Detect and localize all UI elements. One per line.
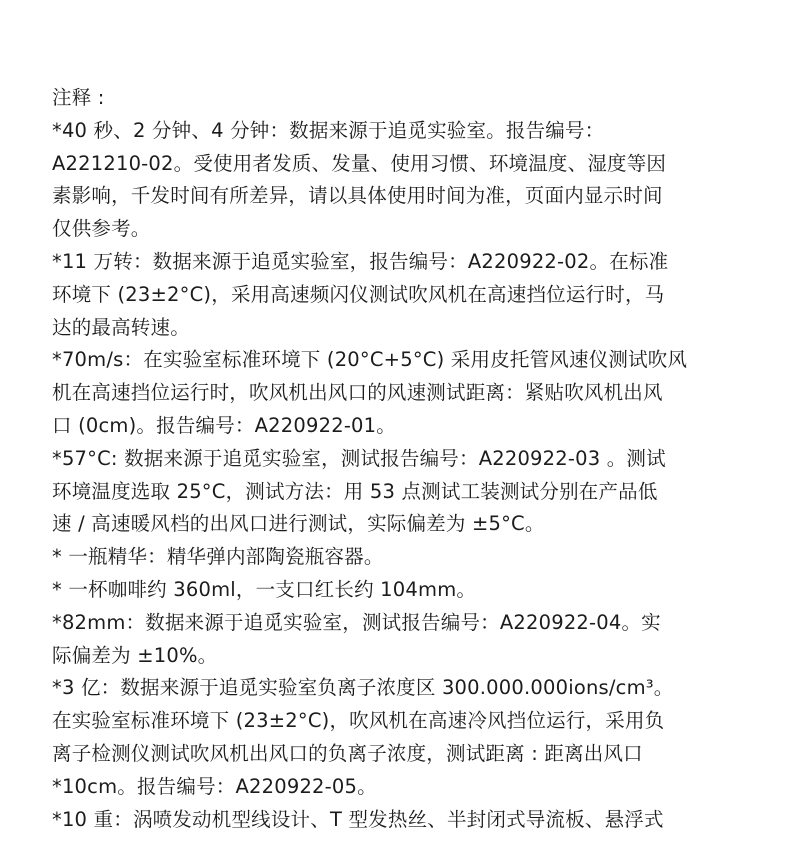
note-line: *82mm：数据来源于追觅实验室，测试报告编号：A220922-04。实 [52,610,661,634]
note-line: 素影响，千发时间有所差异，请以具体使用时间为准，页面内显示时间 [52,184,663,208]
note-line: *40 秒、2 分钟、4 分钟：数据来源于追觅实验室。报告编号： [52,118,605,142]
note-line: *11 万转：数据来源于追觅实验室，报告编号：A220922-02。在标准 [52,249,669,273]
note-line: 机在高速挡位运行时，吹风机出风口的风速测试距离：紧贴吹风机出风 [52,381,663,405]
note-line: 达的最高转速。 [52,315,190,339]
note-line: *70m/s：在实验室标准环境下 (20°C+5°C) 采用皮托管风速仪测试吹风 [52,348,688,372]
note-line: *3 亿：数据来源于追觅实验室负离子浓度区 300.000.000ions/cm³。 [52,676,674,700]
note-line: 口 (0cm)。报告编号：A220922-01。 [52,413,396,437]
note-line: * 一杯咖啡约 360ml，一支口红长约 104mm。 [52,577,477,601]
note-line: *57°C: 数据来源于追觅实验室，测试报告编号：A220922-03 。测试 [52,446,666,470]
note-line: A221210-02。受使用者发质、发量、使用习惯、环境温度、湿度等因 [52,151,667,175]
footnotes-section [52,82,752,836]
notes-heading: 注释 : [52,86,105,109]
note-line: 环境下 (23±2°C)，采用高速频闪仪测试吹风机在高速挡位运行时，马 [52,282,665,306]
note-line: 仅供参考。 [52,217,151,241]
note-line: *10 重：涡喷发动机型线设计、T 型发热丝、半封闭式导流板、悬浮式 [52,807,664,831]
note-line: 环境温度选取 25°C，测试方法：用 53 点测试工装测试分别在产品低 [52,479,658,503]
note-line: 际偏差为 ±10%。 [52,643,218,667]
note-line: *10cm。报告编号：A220922-05。 [52,774,377,798]
note-line: * 一瓶精华：精华弹内部陶瓷瓶容器。 [52,545,384,569]
note-line: 速 / 高速暖风档的出风口进行测试，实际偏差为 ±5°C。 [52,512,545,536]
note-line: 离子检测仪测试吹风机出风口的负离子浓度，测试距离 : 距离出风口 [52,741,643,765]
note-line: 在实验室标准环境下 (23±2°C)，吹风机在高速冷风挡位运行，采用负 [52,709,665,733]
